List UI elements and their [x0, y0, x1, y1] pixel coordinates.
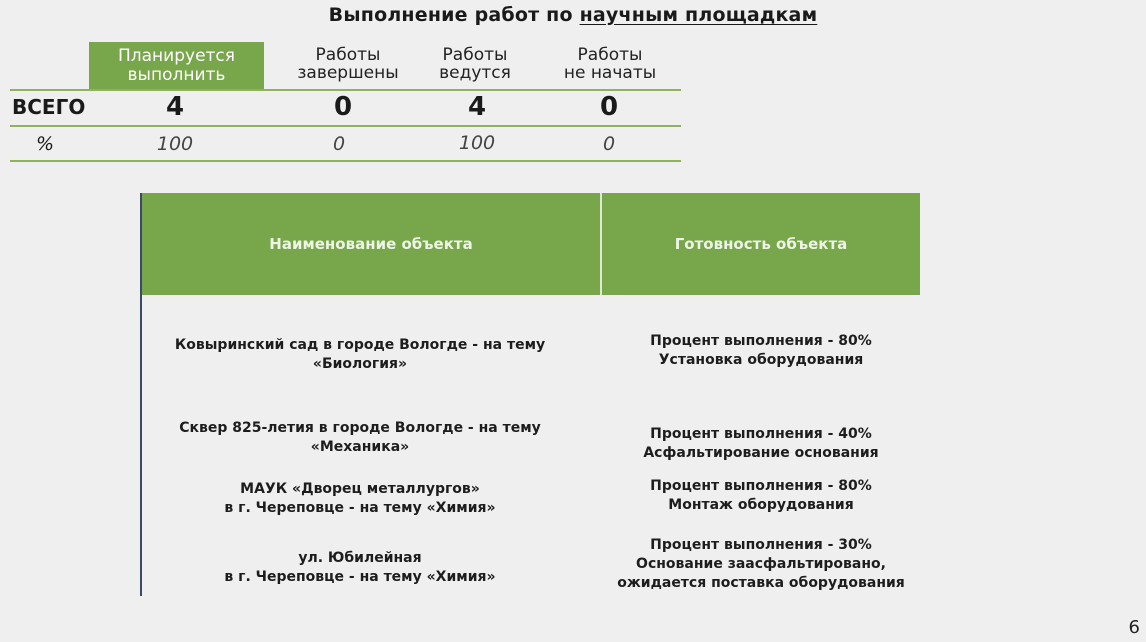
object-status-4 — [602, 536, 920, 593]
header-planned-line1: Планируется — [117, 45, 236, 66]
row-percent-label: % — [36, 133, 55, 155]
title-prefix: Выполнение работ по — [328, 4, 580, 26]
header-planned-line2: выполнить — [127, 64, 226, 85]
page-number: 6 — [1128, 617, 1140, 638]
header-in-progress-line1: Работы — [442, 45, 508, 65]
header-not-started-line2: не начаты — [563, 63, 657, 83]
header-object-readiness: Готовность объекта — [602, 193, 920, 295]
percent-in-progress: 100 — [458, 132, 496, 154]
object-name-3-line1: МАУК «Дворец металлургов» — [240, 481, 480, 497]
object-status-1-line2: Установка оборудования — [658, 352, 864, 368]
percent-planned: 100 — [156, 133, 194, 155]
header-completed-line2: завершены — [297, 63, 399, 83]
header-in-progress-line2: ведутся — [439, 63, 511, 83]
percent-completed: 0 — [332, 133, 346, 155]
object-name-1 — [160, 336, 560, 374]
object-name-3-line2: в г. Череповце - на тему «Химия» — [224, 500, 496, 516]
title-underlined: научным площадкам — [579, 4, 818, 26]
header-planned — [89, 42, 264, 89]
divider — [10, 160, 681, 162]
object-name-2 — [160, 419, 560, 457]
object-status-4-line3: ожидается поставка оборудования — [617, 575, 905, 591]
object-status-4-line2: Основание заасфальтировано, — [636, 556, 886, 572]
row-total-label: ВСЕГО — [12, 95, 86, 119]
object-status-4-line1: Процент выполнения - 30% — [650, 537, 872, 553]
total-completed: 0 — [333, 92, 353, 122]
object-name-2-line1: Сквер 825-летия в городе Вологде - на тему — [179, 420, 541, 436]
header-object-name: Наименование объекта — [142, 193, 600, 295]
object-status-2 — [602, 425, 920, 463]
object-status-2-line2: Асфальтирование основания — [643, 445, 879, 461]
total-in-progress: 4 — [467, 92, 487, 122]
object-name-3 — [160, 480, 560, 518]
object-status-1 — [602, 332, 920, 370]
object-status-3-line1: Процент выполнения - 80% — [650, 478, 872, 494]
header-not-started — [540, 46, 680, 82]
object-name-4-line1: ул. Юбилейная — [298, 550, 422, 566]
object-status-2-line1: Процент выполнения - 40% — [650, 426, 872, 442]
total-not-started: 0 — [599, 92, 619, 122]
percent-not-started: 0 — [602, 133, 616, 155]
header-in-progress — [410, 46, 540, 82]
header-completed-line1: Работы — [315, 45, 381, 65]
object-name-2-line2: «Механика» — [310, 439, 410, 455]
object-name-1-line1: Ковыринский сад в городе Вологде - на тему — [174, 337, 546, 353]
header-not-started-line1: Работы — [577, 45, 643, 65]
table-left-border — [140, 193, 142, 596]
object-status-1-line1: Процент выполнения - 80% — [650, 333, 872, 349]
objects-table — [140, 193, 920, 596]
object-name-1-line2: «Биология» — [312, 356, 408, 372]
object-name-4-line2: в г. Череповце - на тему «Химия» — [224, 569, 496, 585]
total-planned: 4 — [165, 92, 185, 122]
object-status-3-line2: Монтаж оборудования — [668, 497, 854, 513]
divider — [10, 89, 681, 91]
divider — [10, 125, 681, 127]
page-title — [0, 4, 1146, 26]
object-status-3 — [602, 477, 920, 515]
object-name-4 — [160, 549, 560, 587]
header-completed — [278, 46, 418, 82]
